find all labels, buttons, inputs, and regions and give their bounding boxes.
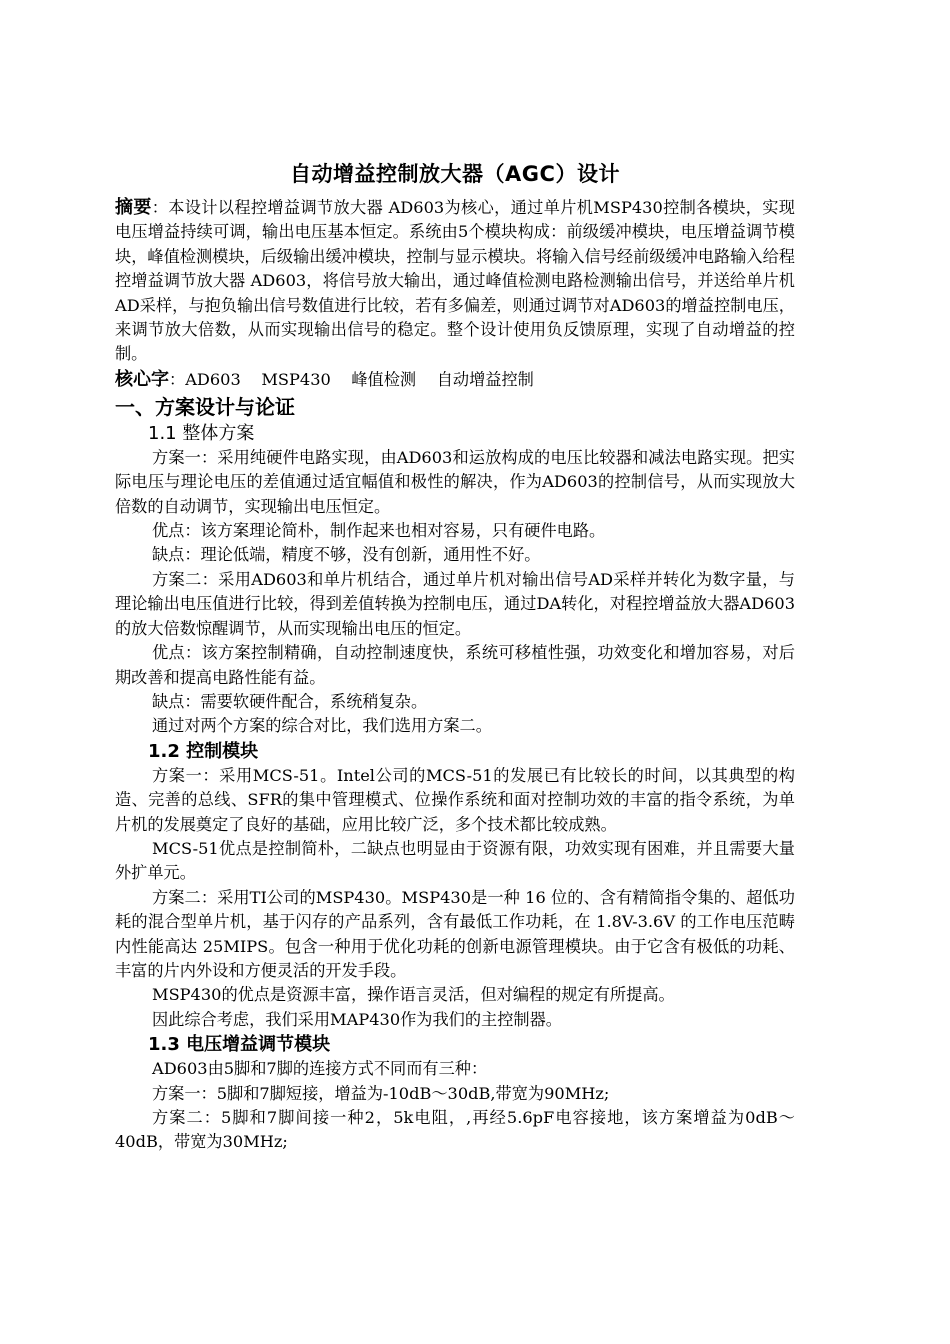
paragraph: 优点：该方案控制精确，自动控制速度快，系统可移植性强，功效变化和增加容易，对后期改善和提高电路性能有益。 — [115, 643, 795, 687]
paragraph: 方案二：5脚和7脚间接一种2，5k电阻，,再经5.6pF电容接地，该方案增益为0dB～40dB，带宽为30MHz; — [115, 1108, 795, 1152]
document-page — [115, 160, 795, 1155]
paragraph: 方案二：采用AD603和单片机结合，通过单片机对输出信号AD采样并转化为数字量，与理论输出电压值进行比较，得到差值转换为控制电压，通过DA转化，对程控增益放大器AD603的放大倍数惊醒调节，从而实现输出电压的恒定。 — [115, 569, 795, 638]
keywords-line — [115, 367, 795, 393]
keywords-separator: ： — [169, 369, 186, 389]
subsection-heading-1-2: 1.2 控制模块 — [148, 740, 259, 762]
paragraph: 缺点：需要软硬件配合，系统稍复杂。 — [152, 691, 428, 711]
subsection-heading-1-1: 1.1 整体方案 — [148, 422, 255, 444]
paragraph: MCS-51优点是控制简朴，二缺点也明显由于资源有限，功效实现有困难，并且需要大量外扩单元。 — [115, 838, 795, 883]
section-heading-1: 一、方案设计与论证 — [115, 394, 295, 419]
paragraph: 因此综合考虑，我们采用MAP430作为我们的主控制器。 — [152, 1009, 562, 1029]
paragraph: 缺点：理论低端，精度不够，没有创新，通用性不好。 — [152, 545, 541, 565]
paragraph: 方案一：5脚和7脚短接，增益为-10dB～30dB,带宽为90MHz; — [152, 1083, 610, 1103]
abstract-separator: ： — [151, 198, 169, 217]
keywords-text: AD603 MSP430 峰值检测 自动增益控制 — [185, 369, 534, 389]
document-title: 自动增益控制放大器（AGC）设计 — [290, 162, 620, 186]
subsection-heading-1-3: 1.3 电压增益调节模块 — [148, 1034, 331, 1056]
abstract-text: 本设计以程控增益调节放大器 AD603为核心，通过单片机MSP430控制各模块，实现电压增益持续可调，输出电压基本恒定。系统由5个模块构成：前级缓冲模块，电压增益调节模块，峰值检测模块，后级输出缓冲模块，控制与显示模块。将输入信号经前级缓冲电路输入给程控增益调节放大器 AD603，将信号放大输出，通过峰值检测电路检测输出信号，并送给单片机AD采样，与抱负输出信号数值进行比较，若有多偏差，则通过调节对AD603的增益控制电压，来调节放大倍数，从而实现输出信号的稳定。整个设计使用负反馈原理，实现了自动增益的控制。 — [115, 198, 795, 364]
abstract-paragraph — [115, 196, 795, 367]
paragraph: 方案二：采用TI公司的MSP430。MSP430是一种 16 位的、含有精简指令集的、超低功耗的混合型单片机，基于闪存的产品系列，含有最低工作功耗，在 1.8V-3.6V 的工作电压范畴内性能高达 25MIPS。包含一种用于优化功耗的创新电源管理模块。由于它含有极低的功耗、丰富的片内外设和方便灵活的开发手段。 — [115, 887, 795, 980]
paragraph: 通过对两个方案的综合对比，我们选用方案二。 — [152, 716, 492, 736]
paragraph: 方案一：采用MCS-51。Intel公司的MCS-51的发展已有比较长的时间，以其典型的构造、完善的总线、SFR的集中管理模式、位操作系统和面对控制功效的丰富的指令系统，为单片机的发展奠定了良好的基础，应用比较广泛，多个技术都比较成熟。 — [115, 765, 795, 834]
paragraph: 方案一：采用纯硬件电路实现，由AD603和运放构成的电压比较器和减法电路实现。把实际电压与理论电压的差值通过适宜幅值和极性的解决，作为AD603的控制信号，从而实现放大倍数的自动调节，实现输出电压恒定。 — [115, 447, 795, 516]
abstract-label: 摘要 — [115, 197, 152, 218]
paragraph: 优点：该方案理论简朴，制作起来也相对容易，只有硬件电路。 — [152, 521, 606, 541]
paragraph: MSP430的优点是资源丰富，操作语言灵活，但对编程的规定有所提高。 — [152, 985, 675, 1005]
paragraph: AD603由5脚和7脚的连接方式不同而有三种： — [152, 1059, 488, 1079]
keywords-label: 核心字 — [115, 368, 169, 390]
